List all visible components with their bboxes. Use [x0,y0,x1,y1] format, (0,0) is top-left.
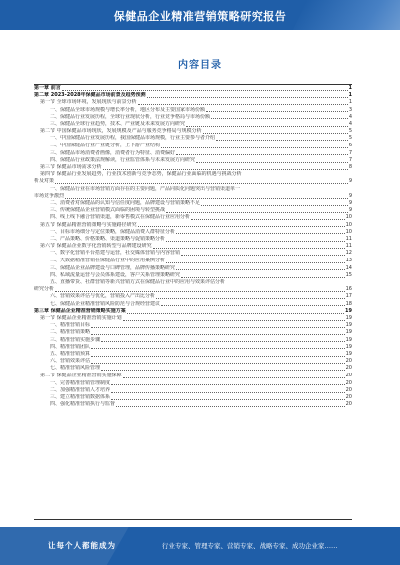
toc-page-number: 20 [345,379,352,386]
toc-leader-dots [111,392,345,393]
toc-entry[interactable] [34,365,352,372]
toc-entry-text: 一、完善精准营销管理制度 [50,379,111,386]
toc-entry-text: 研究分析 [34,286,55,293]
toc-entry-text: 一、中国保健品行业发展历程，我国保健品市场规模，行业主要参与者介绍 [50,135,216,142]
toc-entry-text: 第五节 保健品精准营销策略与实施路径研究 [40,221,137,228]
toc-entry[interactable] [34,315,352,322]
toc-entry[interactable] [34,114,352,121]
toc-page-number: 5 [348,135,352,142]
toc-page-number: 7 [348,156,352,163]
toc-entry-text: 二、产品策略、价格策略、渠道策略与促销策略分析 [50,235,166,242]
toc-leader-dots [156,298,345,299]
toc-leader-dots [161,147,348,148]
toc-entry-text: 六、营销效果评估 [50,358,91,365]
toc-page-number: 5 [348,128,352,135]
toc-page-number: 19 [345,350,352,357]
toc-leader-dots [181,255,345,256]
toc-leader-dots [153,248,345,249]
toc-entry[interactable] [34,171,352,178]
toc-leader-dots [91,363,345,364]
toc-entry[interactable] [34,308,352,315]
toc-entry-text: 一、目标市场细分与定位策略，保健品消费人群特征分析 [50,228,176,235]
toc-leader-dots [91,334,345,335]
toc-entry-text: 四、线上线下融合营销渠道，新零售模式在保健品行业应用分析 [50,214,191,221]
toc-page-number: 14 [345,264,352,271]
toc-entry[interactable] [34,258,352,265]
toc-entry-text: 五、直播带货、社群营销等新兴营销方式在保健品行业中的应用与效果评估分析 [50,279,226,286]
toc-entry-text: 第四节 保健品行业发展趋势，行业技术创新与竞争态势，保健品行业面临的机遇与挑战分析 [40,171,242,178]
toc-page-number: 10 [345,221,352,228]
toc-entry[interactable] [34,380,352,387]
toc-page-number: 16 [345,286,352,293]
toc-leader-dots [166,241,345,242]
toc-page-number: 11 [345,235,352,242]
toc-entry[interactable] [34,337,352,344]
toc-page-number: 1 [348,85,352,91]
toc-page-number: 7 [348,149,352,156]
toc-leader-dots [101,370,345,371]
toc-page-number: 9 [348,192,352,199]
toc-page-number: 1 [348,92,352,99]
toc-entry[interactable] [34,322,352,329]
toc-entry[interactable] [34,243,352,250]
toc-page-number: 18 [345,300,352,307]
toc-leader-dots [62,90,348,91]
toc-entry-text: 四、私域流量运营与会员体系建设，客户关系管理策略研究 [50,271,181,278]
toc-leader-dots [111,384,345,385]
toc-leader-dots [91,327,345,328]
toc-entry-text: 七、保健品企业精准营销风险防范与合规经营建议 [50,300,161,307]
toc-entry-text: 三、精准营销实施步骤 [50,336,101,343]
toc-leader-dots [138,104,348,105]
toc-entry-text: 三、传统保健品企业营销模式面临的困境与转型挑战 [50,207,166,214]
toc-leader-dots [196,162,348,163]
toc-entry[interactable] [34,222,352,229]
toc-page-number: 19 [345,336,352,343]
toc-leader-dots [186,126,348,127]
toc-entry-text: 五、精准营销预算 [50,350,91,357]
footer-banner [0,527,400,565]
toc-entry-text: 三、保健品全球行业趋势，技术、产业链及未来发展方向研究 [50,120,186,127]
toc-leader-dots [201,205,348,206]
header-banner [0,0,400,30]
report-title: 保健品企业精准营销策略研究报告 [113,10,287,23]
toc-leader-dots [123,377,345,378]
toc-leader-dots [91,348,345,349]
toc-entry-text: 一、数字化营销平台搭建与运营，社交媒体营销与内容营销 [50,250,181,257]
toc-entry[interactable] [34,135,352,142]
toc-entry[interactable] [34,329,352,336]
toc-page-number: 20 [345,372,352,379]
toc-entry-text: 第三章 保健品企业精准营销策略实施方案 [34,307,126,314]
toc-page-number: 10 [345,228,352,235]
toc-entry[interactable] [34,351,352,358]
toc-leader-dots [147,97,348,98]
toc-entry-text: 第三节 保健品市场需求分析 [40,164,102,171]
toc-page-number: 20 [345,386,352,393]
toc-entry-text: 二、精准营销策略 [50,329,91,336]
toc-entry-text: 第六节 保健品企业数字化营销转型与品牌建设研究 [40,243,152,250]
toc-entry[interactable] [34,373,352,380]
toc-leader-dots [176,154,348,155]
toc-entry-text: 市场竞争激烈 [34,192,65,199]
toc-page-number: 12 [345,250,352,257]
toc-entry[interactable] [34,99,352,106]
toc-entry-text: 第一节 全球市场环境，发展现状与前景分析 [40,99,137,106]
toc-leader-dots [65,198,348,199]
toc-page-number: 10 [345,214,352,221]
toc-leader-dots [103,169,348,170]
toc-page-number: 20 [345,365,352,372]
toc-entry-text: 四、强化精准营销执行与监督 [50,401,116,408]
toc-entry[interactable] [34,250,352,257]
toc-entry[interactable] [34,157,352,164]
toc-entry[interactable] [34,164,352,171]
toc-entry[interactable] [34,236,352,243]
toc-entry[interactable] [34,200,352,207]
toc-page-number: 8 [348,164,352,171]
toc-entry[interactable] [34,301,352,308]
toc-entry[interactable] [34,293,352,300]
toc-leader-dots [127,313,344,314]
footer-tags: 行业专家、管理专家、营销专家、战略专家、成功企业家…… [162,542,338,550]
toc-entry[interactable] [34,344,352,351]
toc-entry-text: 三、保健品企业品牌建设与口碑管理，品牌传播策略研究 [50,264,176,271]
toc-page-number: 1 [348,99,352,106]
toc-page-number: 9 [348,178,352,185]
toc-leader-dots [55,291,345,292]
toc-entry-text: 六、营销效果评估与优化，营销投入产出比分析 [50,293,156,300]
toc-entry[interactable] [34,286,352,293]
toc-entry[interactable] [34,178,352,185]
toc-entry[interactable] [34,214,352,221]
toc-leader-dots [206,111,348,112]
toc-leader-dots [138,226,345,227]
toc-leader-dots [211,118,348,119]
toc-leader-dots [181,277,345,278]
toc-page-number: 20 [345,358,352,365]
toc-leader-dots [116,406,345,407]
toc-entry[interactable] [34,272,352,279]
table-of-contents [34,84,352,520]
toc-leader-dots [176,233,345,234]
toc-entry[interactable] [34,401,352,408]
toc-leader-dots [203,133,348,134]
toc-entry-text: 第二节 保健品企业精准营销实施保障 [40,372,122,379]
toc-page-number: 15 [345,271,352,278]
toc-entry-text: 二、中国保健品行业产业链分析，上下游产业结构 [50,142,161,149]
toc-page-number: 20 [345,394,352,401]
footer-slogan: 让每个人都能成为 [48,541,116,550]
toc-entry-text: 一、保健品全球市场规模与增长率分析，地区分布及主要国家市场份额 [50,106,206,113]
toc-page-number: 3 [348,106,352,113]
toc-page-number: 9 [348,207,352,214]
toc-leader-dots [111,399,345,400]
toc-page-number: 4 [348,120,352,127]
toc-page-number: 19 [345,307,352,314]
toc-entry-text: 二、大数据精准营销在保健品行业中的应用案例分析 [50,257,166,264]
toc-entry-text: 七、精准营销风险管理 [50,365,101,372]
toc-page-number: 13 [345,257,352,264]
toc-leader-dots [166,262,345,263]
toc-entry[interactable] [34,121,352,128]
toc-leader-dots [216,140,348,141]
toc-entry-text: 第一章 前言 [34,85,61,91]
toc-entry[interactable] [34,265,352,272]
toc-entry[interactable] [34,394,352,401]
toc-entry[interactable] [34,207,352,214]
toc-entry-text: 析及对策 [34,178,55,185]
toc-entry[interactable] [34,358,352,365]
toc-page-number: 9 [348,200,352,206]
toc-entry-text: 一、精准营销目标 [50,322,91,329]
toc-page-number: 19 [345,322,352,329]
toc-entry[interactable] [34,128,352,135]
toc-page-number: 19 [345,315,352,321]
toc-leader-dots [101,341,345,342]
toc-entry-text: 一、保健品行业在市场营销方面存在的主要问题，产品同质化问题突出与营销渠道单一 [50,185,241,192]
toc-entry-text: 四、保健品行业政策法规解读，行业监管体系与未来发展方向研究 [50,156,196,163]
toc-entry-text: 三、保健品市场消费者画像，消费者行为特征、消费偏好 [50,149,176,156]
toc-leader-dots [191,219,345,220]
toc-page-number: 17 [345,293,352,300]
toc-entry[interactable] [34,143,352,150]
toc-page-number: 19 [345,329,352,336]
toc-leader-dots [123,320,345,321]
toc-entry-text: 二、加强精准营销人才培养 [50,386,111,393]
toc-entry[interactable] [34,387,352,394]
toc-page-number: 20 [345,401,352,408]
toc-entry[interactable] [34,229,352,236]
toc-entry[interactable] [34,92,352,99]
toc-page-number: 6 [348,142,352,149]
toc-entry[interactable] [34,85,352,92]
toc-leader-dots [166,212,348,213]
toc-entry[interactable] [34,186,352,193]
toc-leader-dots [161,305,345,306]
toc-entry-text: 二、保健品行业发展历程，全球行业现状分析，行业竞争格局与市场份额 [50,113,211,120]
toc-page-number: 4 [348,113,352,120]
toc-entry-text: 第二节 中国保健品市场现状，发展规模及产品与服务竞争格局与规模分析 [40,128,202,135]
toc-heading: 内容目录 [178,60,222,71]
toc-page-number: 19 [345,343,352,350]
toc-leader-dots [176,269,345,270]
toc-entry-text: 三、建立精准营销数据体系 [50,394,111,401]
toc-entry[interactable] [34,107,352,114]
toc-entry-text: 四、精准营销团队 [50,343,91,350]
toc-entry[interactable] [34,279,352,286]
toc-leader-dots [91,356,345,357]
toc-entry-text: 第二章 2023-2028年保健品市场前景及趋势预测 [34,92,146,99]
toc-page-number: 11 [345,243,352,250]
toc-entry-text: 二、消费者对保健品的认知与信任度问题，品牌建设与营销策略不足 [50,200,201,206]
toc-entry-text: 第一节 保健品企业精准营销实施计划 [40,315,122,321]
toc-entry[interactable] [34,193,352,200]
toc-leader-dots [55,183,348,184]
toc-entry[interactable] [34,150,352,157]
